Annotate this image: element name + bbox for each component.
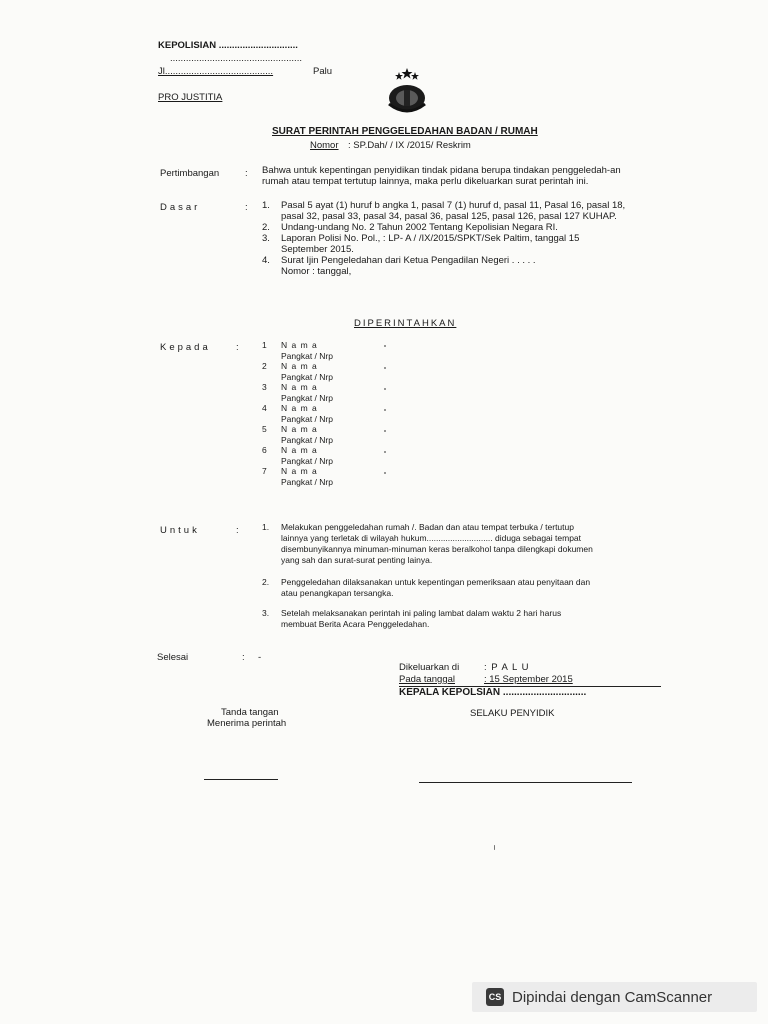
nomor-value: : SP.Dah/ / IX /2015/ Reskrim [348,140,471,151]
dasar-list [262,200,682,277]
kepada-pangkat-5: Pangkat / Nrp [281,434,333,445]
kepada-nama-7: N a m a [281,466,318,476]
untuk-list [262,522,672,630]
kepada-label: Kepada [160,342,211,353]
nomor-label: Nomor [310,140,339,151]
dasar-label: Dasar [160,202,201,213]
kepada-pangkat-3: Pangkat / Nrp [281,392,333,403]
tanggal-label: Pada tanggal [399,674,455,685]
kepada-num-2: 2 [262,361,267,371]
kepolisian-header: KEPOLISIAN .............................. [158,40,298,51]
dasar-item-4-line-2: Nomor : tanggal, [281,266,352,277]
street-line: Jl......................................... [158,66,274,77]
receiver-signature-line [204,779,278,780]
kepada-num-1: 1 [262,340,267,350]
dasar-item-3-line-2: September 2015. [281,244,354,255]
address-dots: .................................................. [170,53,302,64]
kepada-num-3: 3 [262,382,267,392]
kepada-nama-5: N a m a [281,424,318,434]
city-name: Palu [313,66,333,77]
kepada-list [262,340,462,487]
kepada-nama-1: N a m a [281,340,318,350]
kepada-nama-6: N a m a [281,445,318,455]
pertimbangan-label: Pertimbangan [160,168,220,179]
kepada-num-4: 4 [262,403,267,413]
selaku-penyidik: SELAKU PENYIDIK [470,708,555,719]
dasar-num-3: 3. [262,233,270,244]
dasar-colon: : [245,202,248,213]
camscanner-text: Dipindai dengan CamScanner [512,988,713,1006]
dasar-item-2-line-1: Undang-undang No. 2 Tahun 2002 Tentang Kepolisian Negara RI. [281,222,558,233]
diperintahkan-heading: DIPERINTAHKAN [354,318,457,329]
untuk-item-1-line-2: lainnya yang terletak di wilayah hukum............................ diduga sebagai tempat [281,533,582,543]
untuk-item-1-line-4: yang sah dan surat-surat penting lainya. [281,555,433,565]
pro-justitia: PRO JUSTITIA [158,92,223,103]
kepada-nama-3: N a m a [281,382,318,392]
selesai-colon: : [242,652,245,663]
dasar-item-3-line-1: Laporan Polisi No. Pol., : LP- A / /IX/2015/SPKT/Sek Paltim, tanggal 15 [281,233,580,244]
kepala-kepolisian: KEPALA KEPOLSIAN .............................. [399,687,587,698]
issuer-signature-line [419,782,632,783]
untuk-item-3-line-1: Setelah melaksanakan perintah ini paling lambat dalam waktu 2 hari harus [281,608,562,618]
camscanner-watermark [472,982,757,1012]
dasar-num-1: 1. [262,200,270,211]
police-emblem-icon [382,66,432,116]
untuk-item-2-line-2: atau penangkapan tersangka. [281,588,394,598]
dasar-num-2: 2. [262,222,270,233]
untuk-item-2-line-1: Penggeledahan dilaksanakan untuk kepentingan pemeriksaan atau penyitaan dan [281,577,591,587]
kepada-num-7: 7 [262,466,267,476]
pertimbangan-line-2: rumah atau tempat tertutup lainnya, maka perlu dikeluarkan surat perintah ini. [262,176,589,187]
untuk-colon: : [236,525,239,536]
dasar-num-4: 4. [262,255,270,266]
kepada-pangkat-2: Pangkat / Nrp [281,371,333,382]
kepada-num-5: 5 [262,424,267,434]
dasar-item-1-line-1: Pasal 5 ayat (1) huruf b angka 1, pasal 7 (1) huruf d, pasal 11, Pasal 16, pasal 18, [281,200,626,211]
dasar-item-4-line-1: Surat Ijin Pengeledahan dari Ketua Pengadilan Negeri . . . . . [281,255,536,266]
untuk-item-1-line-3: disembunyikannya minuman-minuman keras beralkohol tanpa dilengkapi dokumen [281,544,593,554]
selesai-label: Selesai [157,652,189,663]
kepada-nama-2: N a m a [281,361,318,371]
untuk-num-1: 1. [262,522,270,532]
camscanner-logo-icon: CS [486,988,504,1006]
pertimbangan-line-1: Bahwa untuk kepentingan penyidikan tindak pidana berupa tindakan penggeledah-an [262,165,621,176]
dikeluarkan-value: : P A L U [484,662,530,673]
dikeluarkan-label: Dikeluarkan di [399,662,460,673]
document-title: SURAT PERINTAH PENGGELEDAHAN BADAN / RUMAH [272,126,538,137]
tanda-tangan-label: Tanda tangan [221,707,279,718]
menerima-perintah-label: Menerima perintah [207,718,287,729]
selesai-value: - [258,652,262,663]
dasar-item-1-line-2: pasal 32, pasal 33, pasal 34, pasal 36, pasal 125, pasal 126, pasal 127 KUHAP. [281,211,617,222]
kepada-pangkat-7: Pangkat / Nrp [281,476,333,487]
untuk-label: Untuk [160,525,200,536]
tanggal-value: : 15 September 2015 [484,674,573,685]
kepada-nama-4: N a m a [281,403,318,413]
kepada-pangkat-6: Pangkat / Nrp [281,455,333,466]
kepada-pangkat-4: Pangkat / Nrp [281,413,333,424]
untuk-item-1-line-1: Melakukan penggeledahan rumah /. Badan dan atau tempat terbuka / tertutup [281,522,574,532]
untuk-num-2: 2. [262,577,270,587]
pertimbangan-colon: : [245,168,248,179]
kepada-colon: : [236,342,239,353]
kepada-num-6: 6 [262,445,267,455]
untuk-num-3: 3. [262,608,270,618]
untuk-item-3-line-2: membuat Berita Acara Penggeledahan. [281,619,430,629]
kepada-pangkat-1: Pangkat / Nrp [281,350,333,361]
